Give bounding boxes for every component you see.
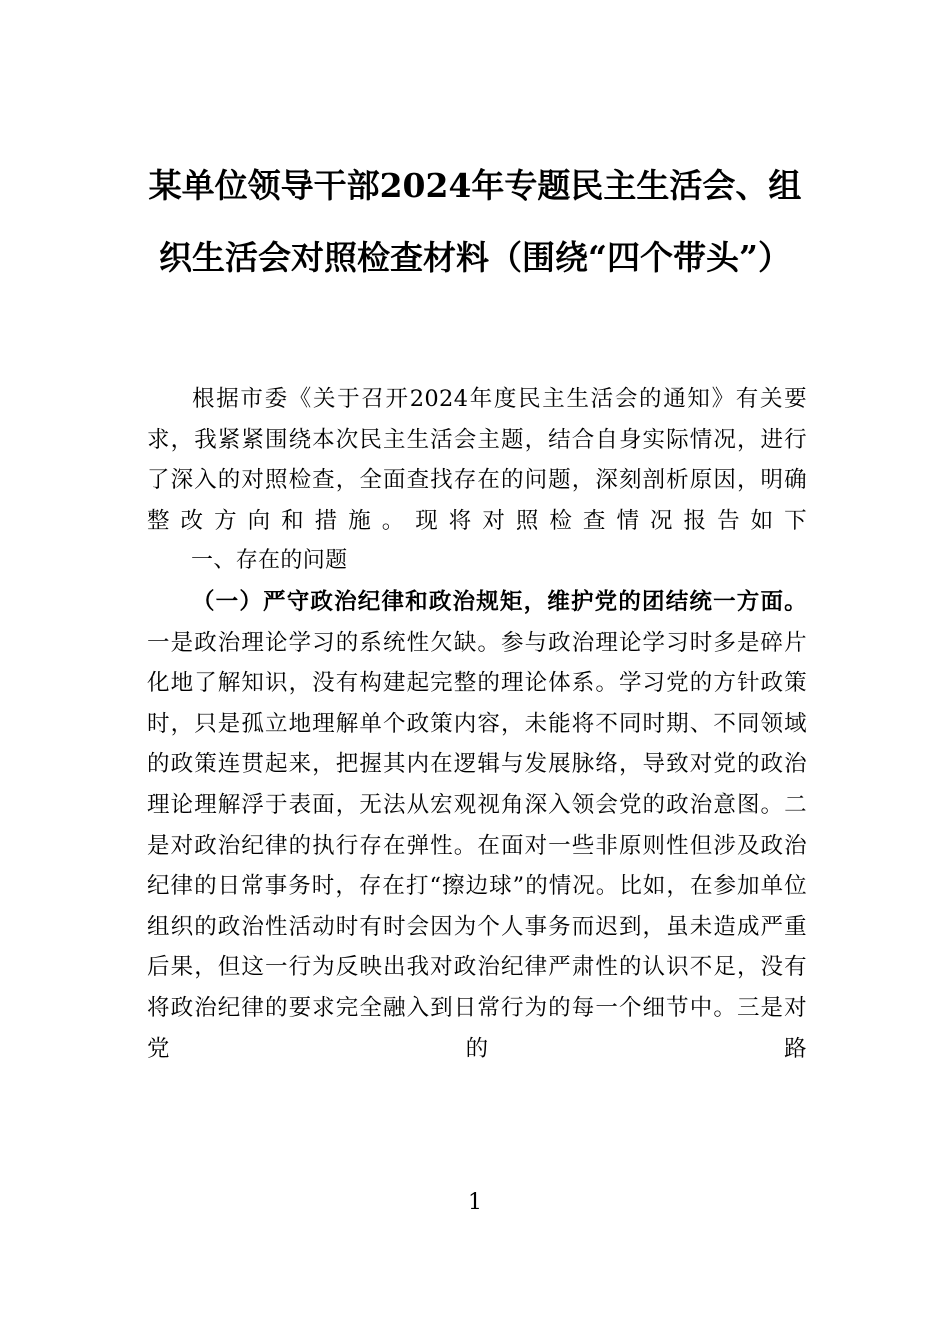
section-heading-problems: 一、存在的问题 <box>191 548 348 574</box>
subsection-heading: （一）严守政治纪律和政治规矩，维护党的团结统一方面。 <box>192 588 807 615</box>
subsection-paragraph <box>147 582 807 1069</box>
page-number: 1 <box>468 1190 482 1215</box>
intro-paragraph: 根据市委《关于召开2024年度民主生活会的通知》有关要求，我紧紧围绕本次民主生活会主题，结合自身实际情况，进行了深入的对照检查，全面查找存在的问题，深刻剖析原因，明确整改方向和措施。现将对照检查情况报告如下 <box>147 386 807 534</box>
subsection-body: 一是政治理论学习的系统性欠缺。参与政治理论学习时多是碎片化地了解知识，没有构建起完整的理论体系。学习党的方针政策时，只是孤立地理解单个政策内容，未能将不同时期、不同领域的政策连贯起来，把握其内在逻辑与发展脉络，导致对党的政治理论理解浮于表面，无法从宏观视角深入领会党的政治意图。二是对政治纪律的执行存在弹性。在面对一些非原则性但涉及政治纪律的日常事务时，存在打“擦边球”的情况。比如，在参加单位组织的政治性活动时有时会因为个人事务而迟到，虽未造成严重后果，但这一行为反映出我对政治纪律严肃性的认识不足，没有将政治纪律的要求完全融入到日常行为的每一个细节中。三是对党的路 <box>147 629 807 1062</box>
document-body <box>147 379 807 1069</box>
document-title: 某单位领导干部2024年专题民主生活会、组织生活会对照检查材料（围绕“四个带头”） <box>148 166 802 277</box>
